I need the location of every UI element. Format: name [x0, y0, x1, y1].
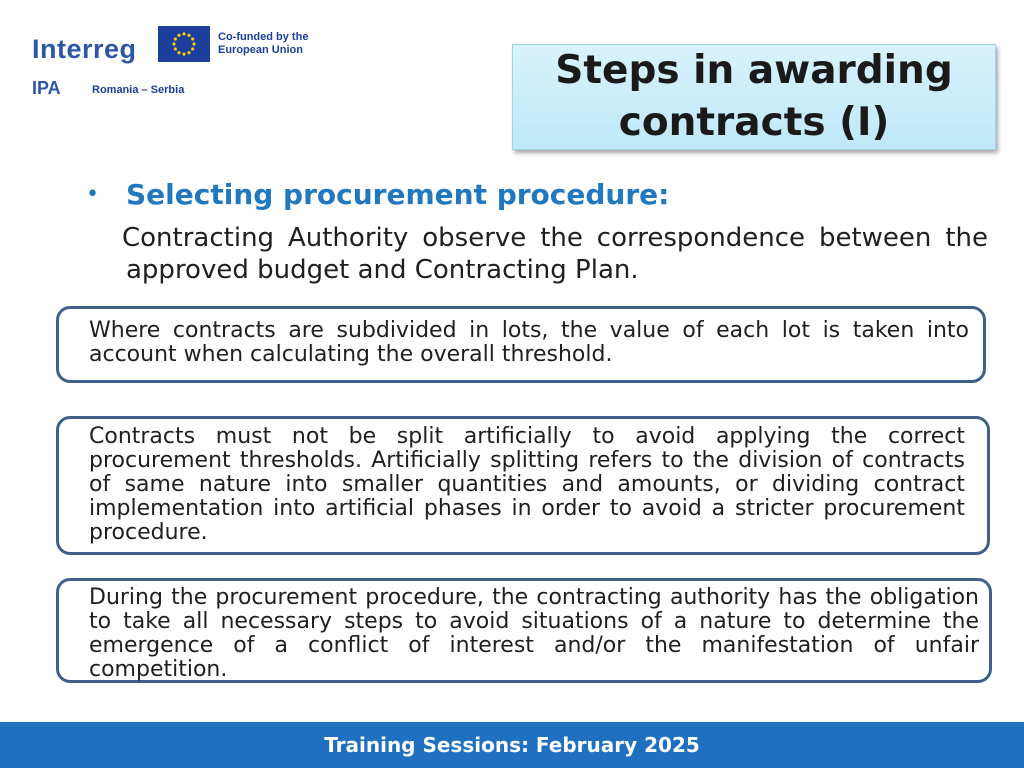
note-box-conflict — [56, 578, 992, 683]
footer-text: Training Sessions: February 2025 — [324, 733, 700, 757]
logo-region: Romania – Serbia — [92, 84, 185, 96]
slide-title: Steps in awarding contracts (I) — [555, 48, 953, 145]
logo-ipa: IPA — [32, 78, 61, 98]
interreg-logo — [32, 26, 352, 102]
cofunded-text: Co-funded by the European Union — [218, 31, 309, 56]
logo-brand: Interreg — [32, 34, 137, 64]
note-text: Where contracts are subdivided in lots, the value of each lot is taken into account when calculating the overall threshold. — [89, 318, 969, 367]
title-box — [512, 44, 996, 150]
section-body: Contracting Authority observe the correspondence between the approved budget and Contracting Plan. — [122, 223, 988, 285]
section-heading: Selecting procurement procedure: — [126, 178, 670, 211]
note-box-splitting — [56, 416, 990, 555]
bullet-icon: • — [86, 182, 99, 207]
eu-flag-icon — [158, 26, 210, 62]
note-text: During the procurement procedure, the contracting authority has the obligation to take all necessary steps to avoid situations of a nature to determine the emergence of a conflict of interest and/or the manifestation of unfair competition. — [89, 585, 979, 682]
note-box-lots — [56, 306, 986, 383]
footer-bar — [0, 722, 1024, 768]
note-text: Contracts must not be split artificially to avoid applying the correct procurement thresholds. Artificially splitting refers to the division of contracts of same nature into smaller quantities and amounts, or dividing contract implementation into artificial phases in order to avoid a stricter procurement procedure. — [89, 424, 965, 545]
